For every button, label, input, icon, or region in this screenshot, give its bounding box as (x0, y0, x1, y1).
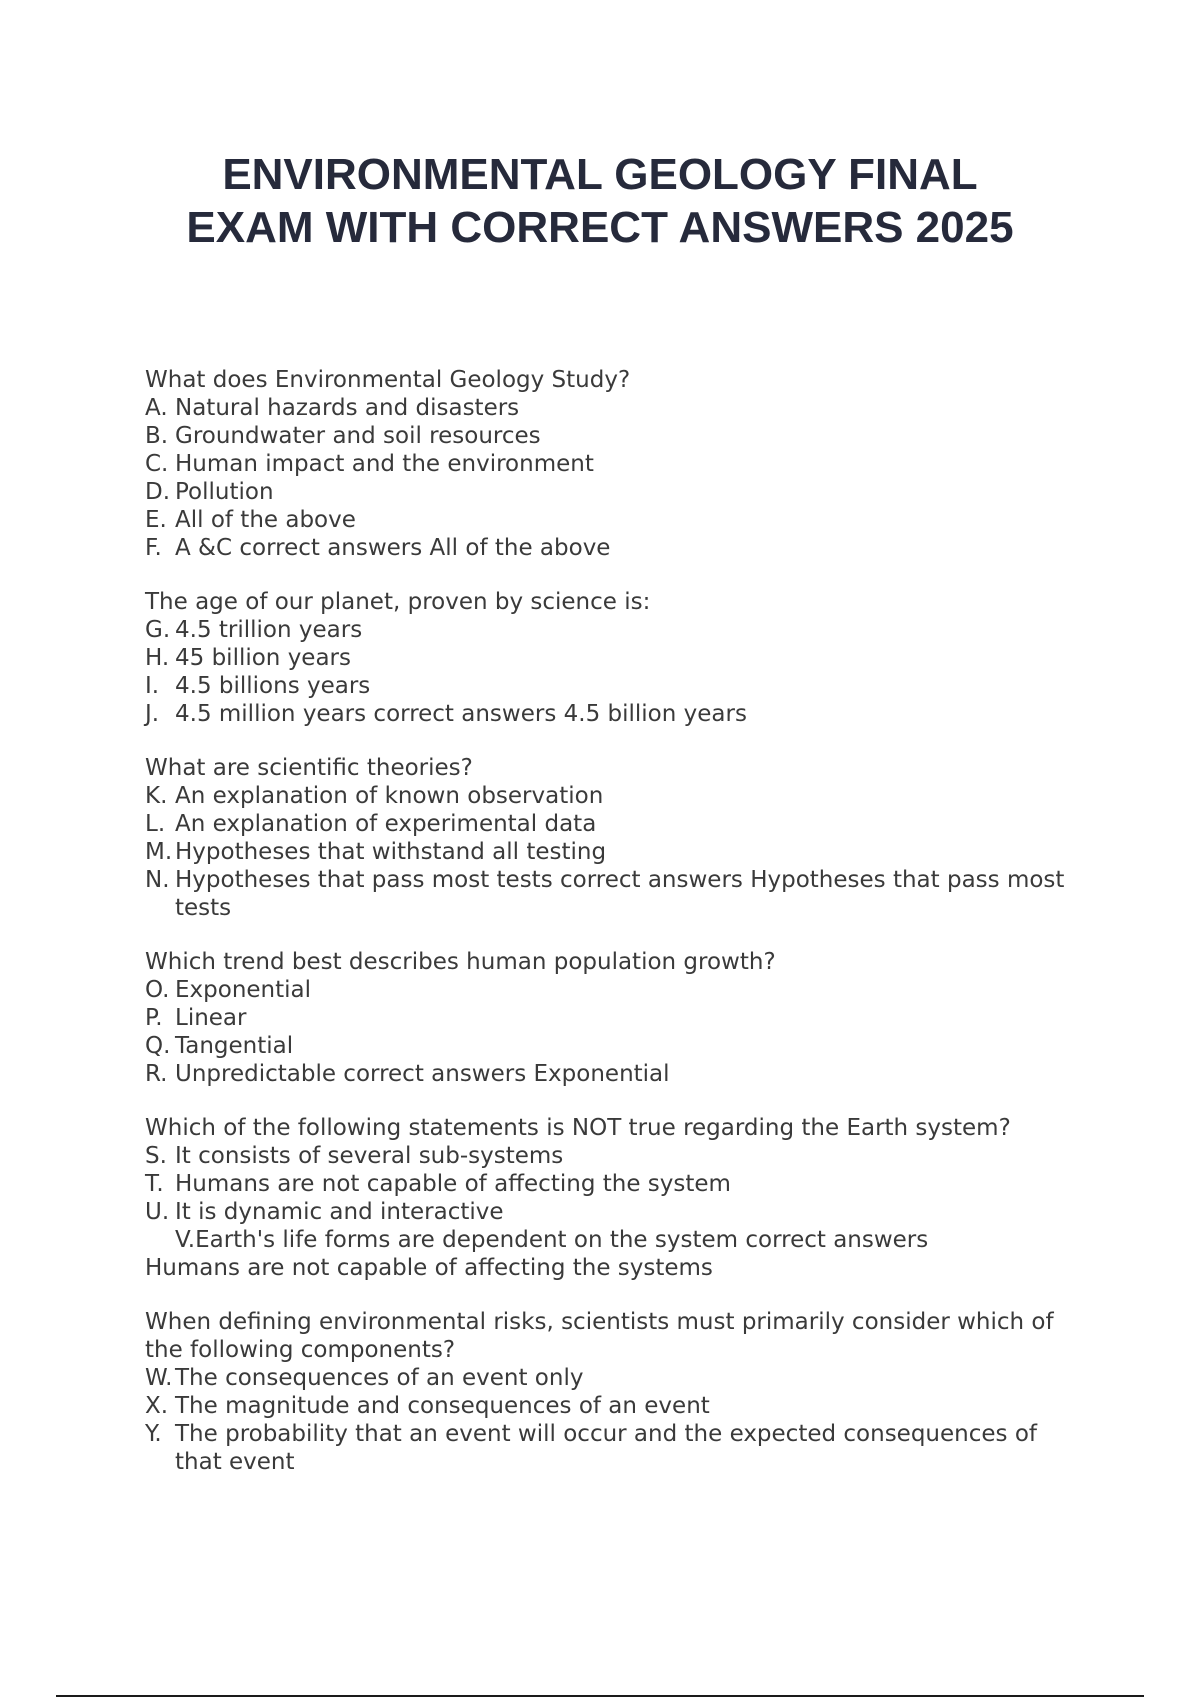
footer-divider (56, 1695, 1144, 1697)
option-text: The probability that an event will occur and the expected consequences of that event (175, 1421, 1037, 1475)
answer-option (145, 810, 1075, 838)
option-text: Humans are not capable of affecting the system (175, 1171, 731, 1197)
question-text: What does Environmental Geology Study? (145, 367, 631, 393)
answer-option (145, 394, 1075, 422)
question-text: The age of our planet, proven by science is: (145, 589, 651, 615)
option-letter: S. (145, 1143, 167, 1169)
option-text: Pollution (175, 479, 274, 505)
question-1 (145, 366, 1075, 562)
option-text: Natural hazards and disasters (175, 395, 520, 421)
option-text: Unpredictable correct answers Exponential (175, 1061, 670, 1087)
option-letter: B. (145, 423, 169, 449)
answer-option (145, 866, 1075, 922)
answer-option (145, 672, 1075, 700)
option-letter: Q. (145, 1033, 171, 1059)
option-text: A &C correct answers All of the above (175, 535, 611, 561)
option-text: An explanation of known observation (175, 783, 604, 809)
answer-option (145, 1170, 1075, 1198)
answer-continuation: V.Earth's life forms are dependent on the system correct answers (175, 1227, 929, 1253)
answer-option (145, 1420, 1075, 1476)
option-letter: D. (145, 479, 171, 505)
option-text: Human impact and the environment (175, 451, 594, 477)
option-text: All of the above (175, 507, 356, 533)
question-text: When defining environmental risks, scientists must primarily consider which of the following components? (145, 1309, 1054, 1363)
question-list (145, 366, 1075, 1502)
answer-option (145, 616, 1075, 644)
answer-option (145, 1364, 1075, 1392)
option-text: Linear (175, 1005, 247, 1031)
option-text: Tangential (175, 1033, 294, 1059)
correct-answer-text: Humans are not capable of affecting the systems (145, 1255, 713, 1281)
option-letter: O. (145, 977, 170, 1003)
answer-option (145, 838, 1075, 866)
question-text: Which of the following statements is NOT true regarding the Earth system? (145, 1115, 1011, 1141)
option-text: 4.5 billions years (175, 673, 371, 699)
answer-option (145, 1032, 1075, 1060)
option-letter: A. (145, 395, 168, 421)
option-letter: K. (145, 783, 168, 809)
option-letter: H. (145, 645, 170, 671)
option-letter: R. (145, 1061, 168, 1087)
document-title-line-1: ENVIRONMENTAL GEOLOGY FINAL (222, 150, 978, 199)
option-letter: N. (145, 867, 170, 893)
option-text: The consequences of an event only (175, 1365, 584, 1391)
option-letter: I. (145, 673, 160, 699)
document-title (0, 148, 1200, 254)
option-letter: G. (145, 617, 171, 643)
answer-option (145, 534, 1075, 562)
answer-option (145, 1142, 1075, 1170)
answer-option (145, 1198, 1075, 1226)
option-letter: C. (145, 451, 169, 477)
option-letter: L. (145, 811, 166, 837)
option-text: 4.5 trillion years (175, 617, 363, 643)
option-letter: Y. (145, 1421, 162, 1447)
option-letter: X. (145, 1393, 169, 1419)
question-5 (145, 1114, 1075, 1282)
question-4 (145, 948, 1075, 1088)
answer-option (145, 1060, 1075, 1088)
option-letter: J. (145, 701, 160, 727)
answer-option (145, 700, 1075, 728)
option-text: An explanation of experimental data (175, 811, 597, 837)
option-text: It consists of several sub-systems (175, 1143, 564, 1169)
option-text: 45 billion years (175, 645, 351, 671)
answer-option (145, 478, 1075, 506)
option-text: 4.5 million years correct answers 4.5 billion years (175, 701, 747, 727)
option-text: The magnitude and consequences of an event (175, 1393, 710, 1419)
question-text: Which trend best describes human population growth? (145, 949, 776, 975)
question-2 (145, 588, 1075, 728)
answer-option (145, 450, 1075, 478)
option-letter: P. (145, 1005, 163, 1031)
option-letter: W. (145, 1365, 173, 1391)
option-letter: F. (145, 535, 162, 561)
option-text: It is dynamic and interactive (175, 1199, 504, 1225)
answer-option (145, 1392, 1075, 1420)
option-letter: U. (145, 1199, 170, 1225)
answer-option (145, 976, 1075, 1004)
question-text: What are scientific theories? (145, 755, 473, 781)
answer-option (145, 422, 1075, 450)
option-letter: E. (145, 507, 167, 533)
answer-option (145, 644, 1075, 672)
option-text: Hypotheses that withstand all testing (175, 839, 607, 865)
option-text: Groundwater and soil resources (175, 423, 541, 449)
option-text: Exponential (175, 977, 312, 1003)
answer-option (145, 506, 1075, 534)
question-3 (145, 754, 1075, 922)
option-letter: T. (145, 1171, 164, 1197)
option-letter: M. (145, 839, 173, 865)
document-title-line-2: EXAM WITH CORRECT ANSWERS 2025 (186, 203, 1014, 252)
option-text: Hypotheses that pass most tests correct answers Hypotheses that pass most tests (175, 867, 1065, 921)
question-6 (145, 1308, 1075, 1476)
answer-option (145, 782, 1075, 810)
answer-option (145, 1004, 1075, 1032)
